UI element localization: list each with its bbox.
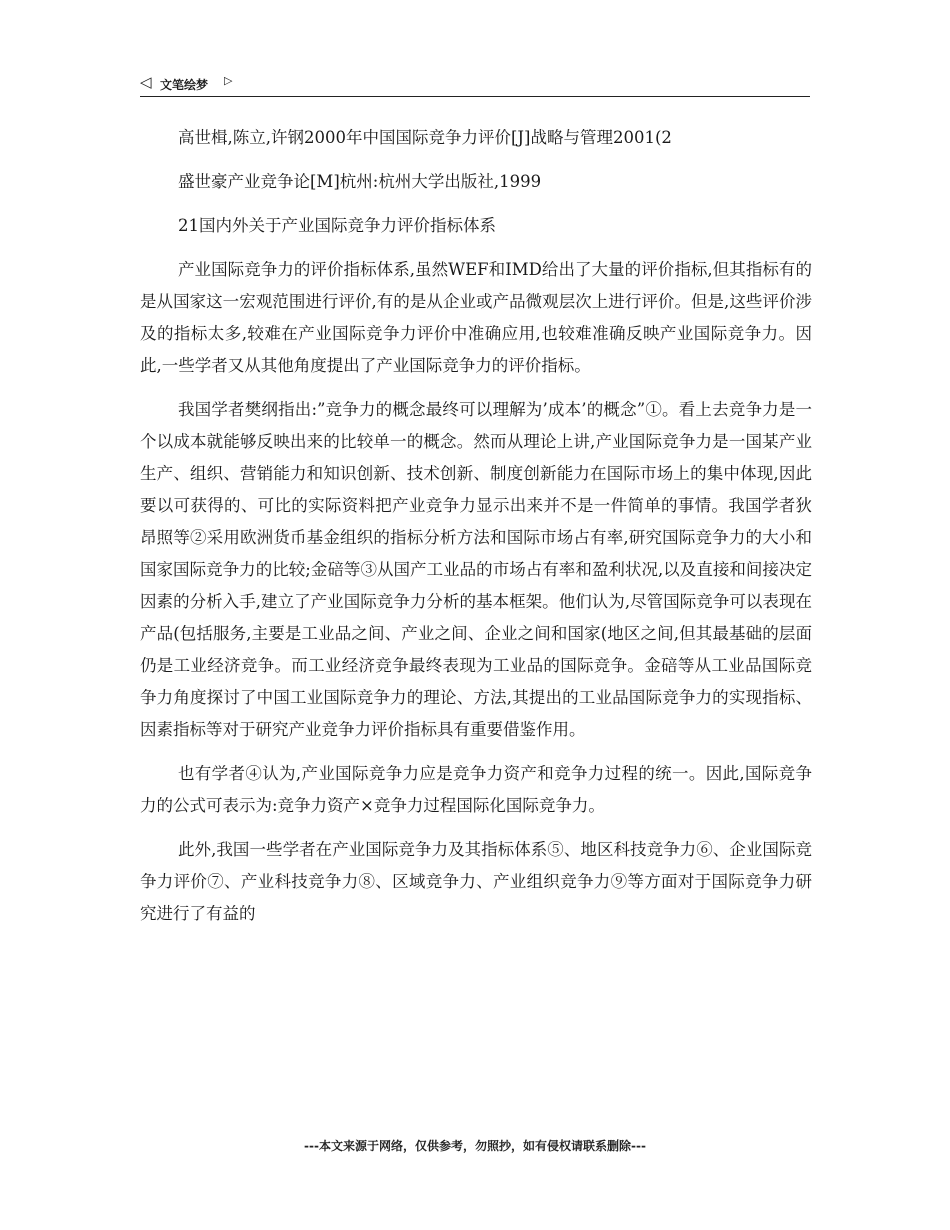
page-header [140, 72, 810, 97]
reference-line: 高世楫,陈立,许钢2000年中国国际竞争力评价[J]战略与管理2001(2 [178, 128, 672, 147]
footer-disclaimer: ---本文来源于网络，仅供参考，勿照抄，如有侵权请联系删除--- [304, 1139, 646, 1153]
section-heading: 21国内外关于产业国际竞争力评价指标体系 [178, 216, 496, 235]
body-paragraph: 此外,我国一些学者在产业国际竞争力及其指标体系⑤、地区科技竞争力⑥、企业国际竞争力评价⑦、产业科技竞争力⑧、区域竞争力、产业组织竞争力⑨等方面对于国际竞争力研究进行了有益的 [140, 840, 812, 923]
header-brand: 文笔绘梦 [160, 78, 209, 92]
body-paragraph: 也有学者④认为,产业国际竞争力应是竞争力资产和竞争力过程的统一。因此,国际竞争力的公式可表示为:竞争力资产×竞争力过程国际化国际竞争力。 [140, 764, 812, 815]
body-paragraph: 我国学者樊纲指出:”竞争力的概念最终可以理解为’成本’的概念”①。看上去竞争力是一个以成本就能够反映出来的比较单一的概念。然而从理论上讲,产业国际竞争力是一国某产业生产、组织、营销能力和知识创新、技术创新、制度创新能力在国际市场上的集中体现,因此要以可获得的、可比的实际资料把产业竞争力显示出来并不是一件简单的事情。我国学者狄昂照等②采用欧洲货币基金组织的指标分析方法和国际市场占有率,研究国际竞争力的大小和国家国际竞争力的比较;金碚等③从国产工业品的市场占有率和盈利状况,以及直接和间接决定因素的分析入手,建立了产业国际竞争力分析的基本框架。他们认为,尽管国际竞争可以表现在产品(包括服务,主要是工业品之间、产业之间、企业之间和国家(地区之间,但其最基础的层面仍是工业经济竞争。而工业经济竞争最终表现为工业品的国际竞争。金碚等从工业品国际竞争力角度探讨了中国工业国际竞争力的理论、方法,其提出的工业品国际竞争力的实现指标、因素指标等对于研究产业竞争力评价指标具有重要借鉴作用。 [140, 400, 812, 739]
body-paragraph: 产业国际竞争力的评价指标体系,虽然WEF和IMD给出了大量的评价指标,但其指标有的是从国家这一宏观范围进行评价,有的是从企业或产品微观层次上进行评价。但是,这些评价涉及的指标太多,较难在产业国际竞争力评价中准确应用,也较难准确反映产业国际竞争力。因此,一些学者又从其他角度提出了产业国际竞争力的评价指标。 [140, 260, 812, 375]
triangle-left-icon: ◁ [140, 73, 152, 91]
triangle-right-icon: ▷ [224, 74, 233, 87]
reference-line: 盛世豪产业竞争论[M]杭州:杭州大学出版社,1999 [178, 172, 542, 191]
document-body [140, 122, 812, 942]
